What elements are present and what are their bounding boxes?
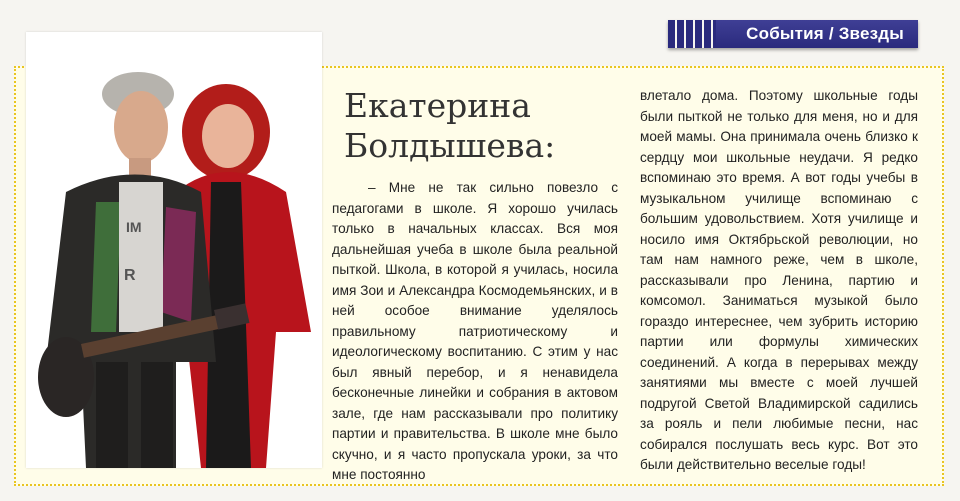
article-column-2: влетало дома. Поэтому школьные годы были пыткой не только для меня, но и для моей мамы. Она принимала очень близко к сердцу мои школьные неудачи. Я редко вспоминаю это время. А вот годы учебы в музыкальном училище вспоминаю с большим удовольствием. Хотя училище и носило имя Октябрьской революции, но там нам намного реже, чем в школе, рассказывали про Ленина, партию и комсомол. Заниматься музыкой было гораздо интереснее, чем зубрить историю партии или формулы химических соединений. А когда в перерывах между занятиями мы вместе с моей лучшей подругой Светой Владимирской садились за рояль и пели любимые песни, нас собирался послушать весь курс. Вот это были действительно веселые годы! bbox=[640, 88, 918, 472]
article-column-1: – Мне не так сильно повезло с педагогами в школе. Я хорошо училась только в начальных классах. Вся моя дальнейшая учеба в школе была реальной пыткой. Школа, в которой я училась, носила имя Зои и Александра Космодемьянских, и в ней особое внимание уделялось правильному патриотическому и идеологическому воспитанию. С этим у нас был явный перебор, и я ненавидела бесконечные линейки и собрания в актовом зале, где нам рассказывали про политику партии и правительства. В школе мне было скучно, и я часто пропускала уроки, за что мне постоянно bbox=[332, 180, 618, 482]
svg-text:IM: IM bbox=[126, 219, 142, 235]
heading-line-1: Екатерина bbox=[344, 86, 531, 125]
heading-line-2: Болдышева: bbox=[344, 126, 556, 165]
section-label: События / Звезды bbox=[746, 24, 904, 43]
photo bbox=[26, 32, 322, 468]
article-heading bbox=[344, 86, 555, 166]
tag-stripes bbox=[668, 20, 716, 48]
section-tag bbox=[668, 20, 918, 48]
duo-portrait-photo-icon bbox=[26, 32, 322, 468]
svg-text:R: R bbox=[124, 267, 136, 284]
